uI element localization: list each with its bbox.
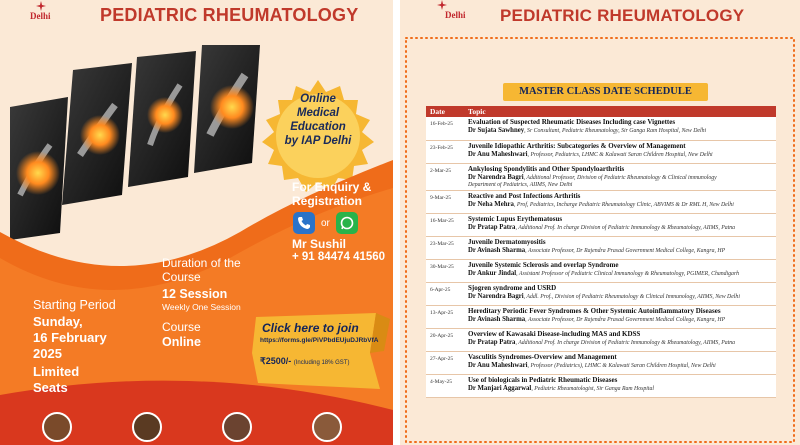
duration-value: 12 Session [162,287,228,301]
session-topic: Overview of Kawasaki Disease-including MAS and KDSS [468,329,641,338]
contact-phone[interactable]: + 91 84474 41560 [292,251,386,263]
speaker-role: , Associate Professor, Dr Rajendra Prasad Government Medical College, Kangra, HP [525,247,726,254]
flyer-title: PEDIATRIC RHEUMATOLOGY [100,5,359,25]
table-row [426,328,776,351]
speaker-role: , Additional Prof. In charge Division of Pediatric Immunology & Rheumatology, AIIMS, Patna [515,339,736,346]
registration-link[interactable]: https://forms.gle/PiVPbdEUjuDJRbVfA [260,337,379,344]
session-date: 16-Mar-25 [426,213,464,236]
session-topic: Use of biologicals in Pediatric Rheumatic Diseases [468,375,618,384]
date-column-header: Date [426,106,464,117]
faculty-avatar [312,412,342,442]
session-speaker-line [468,174,772,182]
session-cell [464,328,776,351]
session-speaker-line [468,247,772,255]
table-row [426,259,776,282]
start-day: Sunday, [33,314,83,329]
session-topic: Reactive and Post Infections Arthritis [468,191,581,200]
session-speaker-line [468,293,772,301]
session-speaker-line [468,151,772,159]
table-row [426,305,776,328]
session-speaker-line [468,385,772,393]
session-date: 30-Mar-25 [426,259,464,282]
right-flyer [400,0,800,445]
session-date: 16-Feb-25 [426,117,464,140]
session-date: 9-Mar-25 [426,190,464,213]
speaker-name: Dr Neha Mehra [468,200,514,208]
session-speaker-line [468,201,772,209]
speaker-role: , Assistant Professor of Pediatric Clinical Immunology & Rheumatology, PGIMER, Chandigarh [516,270,740,277]
duration-label-1: Duration of the [162,256,241,270]
session-date: 6-Apr-25 [426,282,464,305]
speaker-name: Dr Narendra Bagri [468,292,524,300]
session-cell [464,140,776,163]
speaker-name: Dr Avinash Sharma [468,315,526,323]
speaker-role: , Pediatric Rheumatologist, Sir Ganga Ram Hospital [531,385,655,392]
speaker-role: , Additional Professor, Division of Pediatric Rheumatology & Clinical immunology [523,174,717,181]
session-cell [464,305,776,328]
table-row [426,163,776,190]
fee-note: (Including 18% GST) [293,360,350,366]
session-cell [464,259,776,282]
phone-call-icon[interactable] [293,212,315,234]
speaker-name: Dr Ankur Jindal [468,269,517,277]
start-date: 16 February [33,330,107,345]
speaker-role: , Professor (Pediatrics), LHMC & Kalawati Saran Children Hospital, New Delhi [527,362,716,369]
start-year: 2025 [33,346,62,361]
session-speaker-line [468,224,772,232]
seats-line-2: Seats [33,380,68,395]
session-topic: Systemic Lupus Erythematosus [468,214,563,223]
duration-label-2: Course [162,270,201,284]
enquiry-line-1: For Enquiry & [292,180,372,194]
speaker-role-line-2: Department of Pediatrics, AIIMS, New Delhi [468,181,573,188]
session-date: 23-Feb-25 [426,140,464,163]
schedule-table [426,106,776,398]
table-row [426,351,776,374]
badge-line-1: Online [300,93,336,105]
table-row [426,374,776,397]
speaker-role: , Associate Professor, Dr Rajendra Prasad Government Medical College, Kangra, HP [525,316,726,323]
org-label: Delhi [445,10,466,20]
iap-emblem-icon [437,0,447,10]
topic-column-header: Topic [464,106,776,117]
speaker-name: Dr Anu Maheshwari [468,361,528,369]
session-topic: Ankylosing Spondylitis and Other Spondyloarthritis [468,164,625,173]
session-date: 20-Apr-25 [426,328,464,351]
speaker-role: , Professor, Pediatrics, LHMC & Kalawati Saran Children Hospital, New Delhi [527,151,713,158]
badge-line-2: Medical Education [290,107,346,133]
whatsapp-icon[interactable] [336,212,358,234]
session-date: 4-May-25 [426,374,464,397]
speaker-role: , Additional Prof. In charge Division of Pediatric Immunology & Rheumatology, AIIMS, Patna [515,224,736,231]
page-gutter [393,0,400,445]
session-topic: Vasculitis Syndromes-Overview and Management [468,352,617,361]
fee-amount: ₹2500/- [260,356,292,366]
course-label: Course [162,320,201,334]
session-cell [464,351,776,374]
start-label: Starting Period [33,298,116,312]
session-topic: Hereditary Periodic Fever Syndromes & Other Systemic Autoinflammatory Diseases [468,306,721,315]
speaker-name: Dr Anu Maheshwari [468,150,528,158]
speaker-name: Dr Sujata Sawhney [468,127,525,134]
session-date: 13-Apr-25 [426,305,464,328]
speaker-name: Dr Pratap Patra [468,223,516,231]
session-cell [464,163,776,190]
session-topic: Evaluation of Suspected Rheumatic Diseases Including case Vignettes [468,118,676,126]
table-row [426,236,776,259]
session-cell [464,190,776,213]
contact-name: Mr Sushil [292,237,347,251]
session-speaker-line [468,316,772,324]
speaker-name: Dr Pratap Patra [468,338,516,346]
session-cell [464,374,776,397]
table-row [426,117,776,140]
speaker-role: , Prof, Pediatrics, Incharge Pediatric Rheumatology Clinic, ABVIMS & Dr RML H, New Delhi [513,201,734,208]
speaker-role: , Addl. Prof., Division of Pediatric Rheumatology & Clinical Immunology, AIIMS, New Delhi [523,293,740,300]
left-flyer [0,0,393,445]
session-date: 23-Mar-25 [426,236,464,259]
session-speaker-line [468,127,772,135]
session-topic: Juvenile Systemic Sclerosis and overlap Syndrome [468,260,619,269]
session-date: 2-Mar-25 [426,163,464,190]
org-label: Delhi [30,11,51,21]
enquiry-line-2: Registration [292,194,363,208]
table-row [426,282,776,305]
badge-line-3: by IAP Delhi [284,135,352,147]
speaker-name: Dr Avinash Sharma [468,246,526,254]
fee-line [260,356,349,367]
table-row [426,190,776,213]
session-topic: Juvenile Idiopathic Arthritis: Subcategories & Overview of Management [468,141,686,150]
session-speaker-line [468,339,772,347]
duration-sub: Weekly One Session [162,302,241,312]
table-header-row [426,106,776,117]
schedule-title: MASTER CLASS DATE SCHEDULE [519,86,692,97]
session-cell [464,117,776,140]
course-value: Online [162,335,201,349]
speaker-role: , Sr Consultant, Pediatric Rheumatology, Sir Ganga Ram Hospital, New Delhi [524,128,707,134]
flyer-title: PEDIATRIC RHEUMATOLOGY [500,6,745,25]
session-topic: Sjogren syndrome and USRD [468,283,557,292]
duration-label [162,256,241,284]
contact-icons [293,212,358,234]
faculty-avatar [222,412,252,442]
or-label: or [321,217,330,229]
session-topic: Juvenile Dermatomyositis [468,237,546,246]
enquiry-heading [292,180,392,208]
faculty-avatar [132,412,162,442]
session-speaker-line [468,270,772,278]
session-cell [464,236,776,259]
join-link-label[interactable]: Click here to join [262,321,359,335]
speaker-name: Dr Narendra Bagri [468,173,524,181]
session-date: 27-Apr-25 [426,351,464,374]
faculty-avatar [42,412,72,442]
table-row [426,213,776,236]
speaker-name: Dr Manjari Aggarwal [468,384,532,392]
seats-line-1: Limited [33,364,80,379]
session-speaker-line [468,362,772,370]
session-cell [464,282,776,305]
session-cell [464,213,776,236]
table-row [426,140,776,163]
